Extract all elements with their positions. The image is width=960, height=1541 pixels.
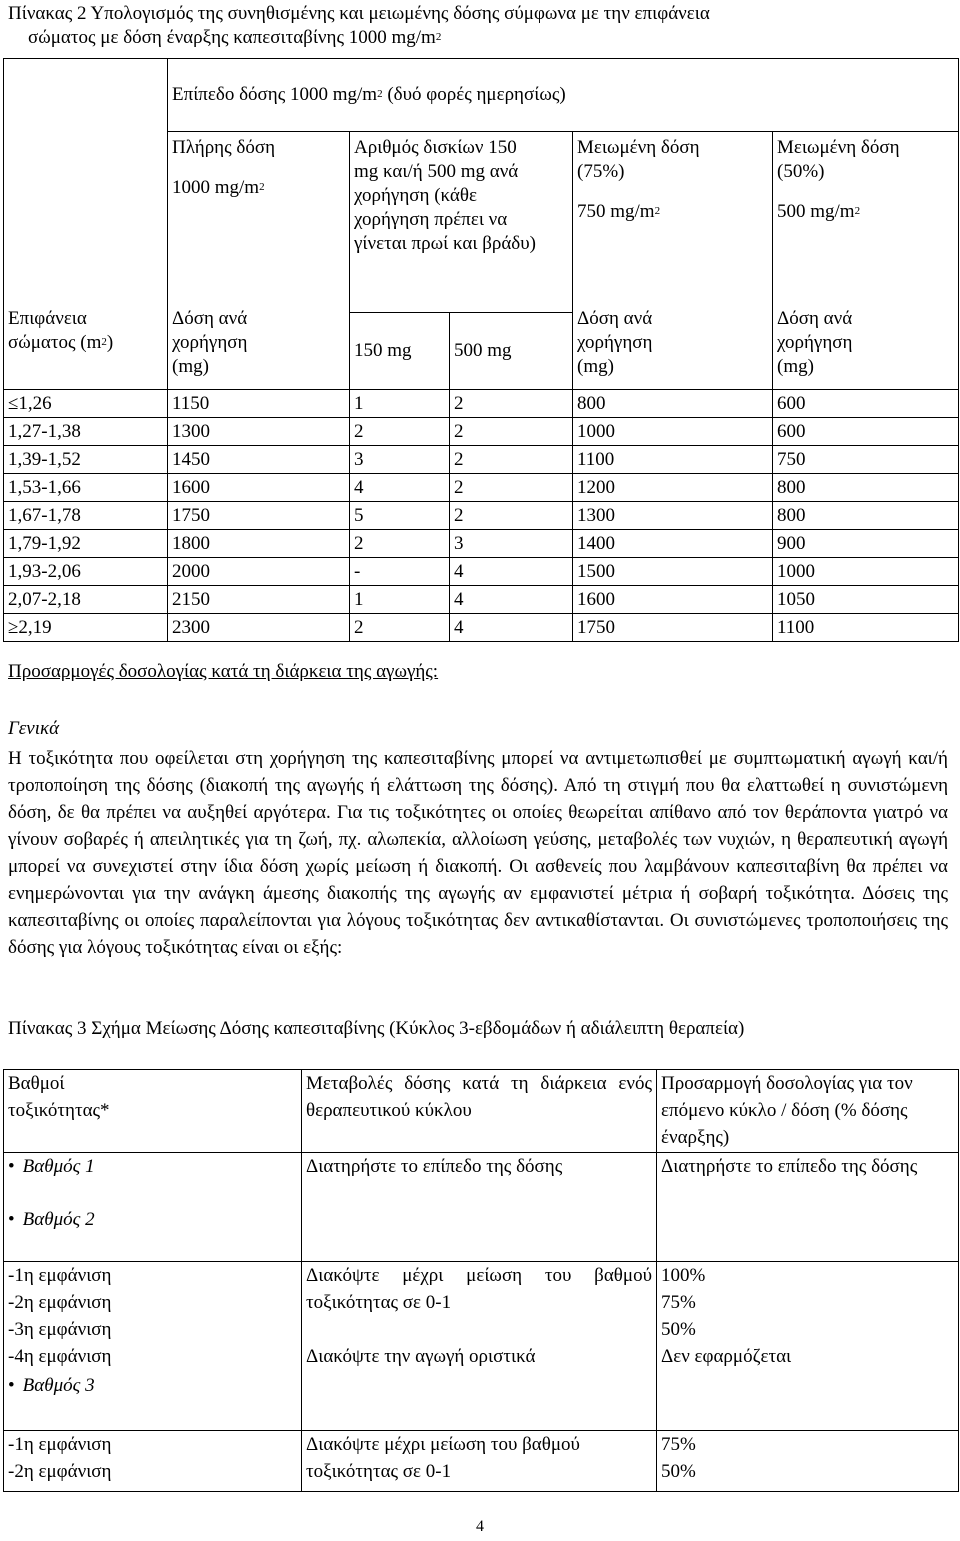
table-cell: 800 [773, 502, 959, 530]
table-cell: 2 [350, 614, 450, 642]
bsa-header: Επιφάνεια σώματος $(m^2)$ [4, 313, 168, 390]
table-row [4, 558, 959, 586]
table-cell: 1,27-1,38 [4, 418, 168, 446]
table-cell: 900 [773, 530, 959, 558]
table-cell: 1600 [573, 586, 773, 614]
table-cell: 1450 [168, 446, 350, 474]
table-cell: ≤1,26 [4, 390, 168, 418]
dose-table [3, 58, 959, 642]
table-cell: 4 [450, 558, 573, 586]
table-cell: 1,79-1,92 [4, 530, 168, 558]
table-cell: 1600 [168, 474, 350, 502]
general-heading: Γενικά [8, 718, 60, 739]
table2-title-line1: Πίνακας 2 Υπολογισμός της συνηθισμένης και μειωμένης δόσης σύμφωνα με την επιφάνεια [8, 3, 710, 24]
table-cell: 1300 [573, 502, 773, 530]
table-cell: 1100 [773, 614, 959, 642]
grade2-label: • Βαθμός 2 [8, 1206, 297, 1233]
page-number: 4 [476, 1518, 484, 1535]
tab500-header: 500 mg [450, 313, 573, 390]
table-cell: 2,07-2,18 [4, 586, 168, 614]
table-cell: 5 [350, 502, 450, 530]
table-cell: 600 [773, 418, 959, 446]
table-cell: 1000 [573, 418, 773, 446]
table-row [4, 530, 959, 558]
dose-level-header: Επίπεδο δόσης 1000 $mg/m^2$ (δυό φορές ημερησίως) [168, 59, 959, 132]
table-row [4, 446, 959, 474]
col2-header: Μεταβολές δόσης κατά τη διάρκεια ενός θεραπευτικού κύκλου [302, 1070, 657, 1153]
reduced50-header: Μειωμένη δόση (50%) 500 $mg/m^2$ [773, 132, 959, 313]
grade1-change: Διατηρήστε το επίπεδο της δόσης [302, 1153, 657, 1262]
table2-title: Πίνακας 2 Υπολογισμός της συνηθισμένης και μειωμένης δόσης σύμφωνα με την επιφάνεια σώματος με δόση έναρξης καπεσιταβίνης 1000 $mg/m^2$ [8, 2, 948, 50]
table3-title: Πίνακας 3 Σχήμα Μείωσης Δόσης καπεσιταβίνης (Κύκλος 3-εβδομάδων ή αδιάλειπτη θεραπεία) [8, 1018, 745, 1039]
table-row [4, 474, 959, 502]
table-cell: 4 [450, 614, 573, 642]
table-cell: 1500 [573, 558, 773, 586]
table-cell: 4 [450, 586, 573, 614]
grade2-occurrences: -1η εμφάνιση -2η εμφάνιση -3η εμφάνιση -4η εμφάνιση • Βαθμός 3 [4, 1262, 302, 1431]
table-cell: 1200 [573, 474, 773, 502]
table-cell: - [350, 558, 450, 586]
table-cell: 1,53-1,66 [4, 474, 168, 502]
table-cell: 600 [773, 390, 959, 418]
table-cell: 800 [773, 474, 959, 502]
table-cell: 1400 [573, 530, 773, 558]
table2-title-line2: σώματος με δόση έναρξης καπεσιταβίνης 1000 mg/m [28, 27, 436, 48]
reduced50-per-admin: Δόση ανά χορήγηση (mg) [773, 313, 959, 390]
table-cell: 1 [350, 390, 450, 418]
table-row [4, 586, 959, 614]
col3-header: Προσαρμογή δοσολογίας για τον επόμενο κύκλο / δόση (% δόσης έναρξης) [657, 1070, 959, 1153]
table-cell: 1000 [773, 558, 959, 586]
grade3-changes: Διακόψτε μέχρι μείωση του βαθμού τοξικότητας σε 0-1 [302, 1431, 657, 1492]
table-cell: 2 [450, 446, 573, 474]
table-cell: 1050 [773, 586, 959, 614]
table-cell: 2 [450, 390, 573, 418]
col1-header: Βαθμοί τοξικότητας* [4, 1070, 302, 1153]
grade1-adjust: Διατηρήστε το επίπεδο της δόσης [657, 1153, 959, 1262]
table-cell: 2 [350, 418, 450, 446]
table-cell: 1750 [168, 502, 350, 530]
table-cell: 1800 [168, 530, 350, 558]
table-row [4, 390, 959, 418]
table-cell: 1300 [168, 418, 350, 446]
table-cell: 1100 [573, 446, 773, 474]
dose-reduction-table [3, 1069, 959, 1492]
full-dose-header: Πλήρης δόση 1000 $mg/m^2$ [168, 132, 350, 313]
table-cell: 1,67-1,78 [4, 502, 168, 530]
table-cell: 4 [350, 474, 450, 502]
table-cell: 2 [350, 530, 450, 558]
table-cell: 1 [350, 586, 450, 614]
general-paragraph: Η τοξικότητα που οφείλεται στη χορήγηση της καπεσιταβίνης μπορεί να αντιμετωπισθεί με συμπτωματική αγωγή και/ή τροποποίηση της δόσης (διακοπή της αγωγής ή ελάττωση της δόσης). Από τη στιγμή που θα ελαττωθεί η συνιστώμενη δόση, δε θα πρέπει να αυξηθεί αργότερα. Για τις τοξικότητες οι οποίες θεωρείται απίθανο από τον θεράποντα γιατρό να γίνουν σοβαρές ή απειλητικές για τη ζωή, πχ. αλωπεκία, αλλοίωση γεύσης, μεταβολές των νυχιών, η θεραπευτική αγωγή μπορεί να συνεχιστεί στην ίδια δόση χωρίς μείωση ή διακοπή. Οι ασθενείς που λαμβάνουν καπεσιταβίνη θα πρέπει να ενημερώνονται για την ανάγκη άμεσης διακοπής της αγωγής αν εμφανιστεί μέτρια ή σοβαρή τοξικότητα. Δόσεις της καπεσιταβίνης οι οποίες παραλείπονται για λόγους τοξικότητας δεν αντικαθίστανται. Οι συνιστώμενες τροποποιήσεις της δόσης για λόγους τοξικότητας είναι οι εξής: [8, 748, 948, 958]
reduced75-header: Μειωμένη δόση (75%) 750 $mg/m^2$ [573, 132, 773, 313]
table-cell: 2 [450, 418, 573, 446]
tab150-header: 150 mg [350, 313, 450, 390]
table-cell: 1,39-1,52 [4, 446, 168, 474]
adjustments-heading: Προσαρμογές δοσολογίας κατά τη διάρκεια της αγωγής: [8, 661, 439, 682]
table-cell: 800 [573, 390, 773, 418]
table-cell: 1,93-2,06 [4, 558, 168, 586]
table-cell: 3 [450, 530, 573, 558]
table-cell: 2 [450, 502, 573, 530]
grade2-changes: Διακόψτε μέχρι μείωση του βαθμού τοξικότητας σε 0-1 Διακόψτε την αγωγή οριστικά [302, 1262, 657, 1431]
grade3-adjustments: 75% 50% [657, 1431, 959, 1492]
table-cell: 750 [773, 446, 959, 474]
table-cell: 3 [350, 446, 450, 474]
table-row [4, 614, 959, 642]
table-cell: 2150 [168, 586, 350, 614]
reduced75-per-admin: Δόση ανά χορήγηση (mg) [573, 313, 773, 390]
table-cell: 2000 [168, 558, 350, 586]
full-dose-per-admin: Δόση ανά χορήγηση (mg) [168, 313, 350, 390]
table-row [4, 418, 959, 446]
bsa-header-top [4, 59, 168, 132]
table-row [4, 502, 959, 530]
table-cell: ≥2,19 [4, 614, 168, 642]
grade3-occurrences: -1η εμφάνιση -2η εμφάνιση [4, 1431, 302, 1492]
tablets-header: Αριθμός δισκίων 150 mg και/ή 500 mg ανά χορήγηση (κάθε χορήγηση πρέπει να γίνεται πρωί και βράδυ) [350, 132, 573, 313]
table-cell: 2300 [168, 614, 350, 642]
grade1-cell [4, 1153, 302, 1262]
grade1-label: • Βαθμός 1 [8, 1153, 297, 1180]
grade2-adjustments: 100% 75% 50% Δεν εφαρμόζεται [657, 1262, 959, 1431]
table-cell: 2 [450, 474, 573, 502]
grade3-label: • Βαθμός 3 [8, 1372, 297, 1399]
table-cell: 1150 [168, 390, 350, 418]
table-cell: 1750 [573, 614, 773, 642]
